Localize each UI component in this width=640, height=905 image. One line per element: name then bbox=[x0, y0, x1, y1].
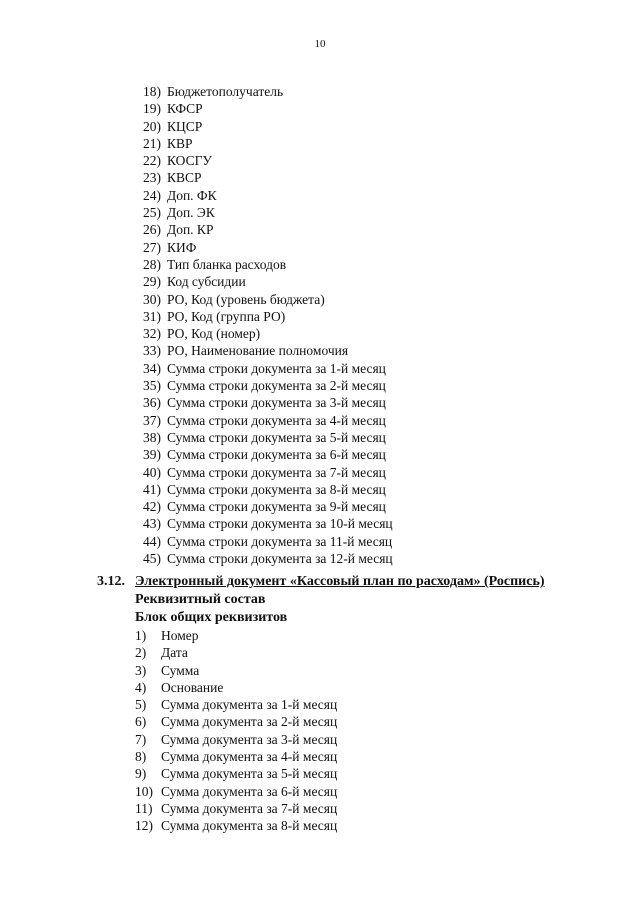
list-item-text: Сумма строки документа за 11-й месяц bbox=[167, 533, 393, 549]
list-item-number: 38) bbox=[143, 429, 161, 445]
list-item-number: 34) bbox=[143, 360, 161, 376]
list-item-number: 25) bbox=[143, 205, 161, 221]
list-item-number: 41) bbox=[143, 481, 161, 497]
list-item bbox=[131, 118, 393, 135]
list-item-text: Сумма строки документа за 5-й месяц bbox=[167, 429, 386, 445]
common-requisites-list bbox=[135, 627, 545, 835]
list-item-number: 3) bbox=[135, 662, 147, 678]
list-item bbox=[131, 204, 393, 221]
list-item-text: Сумма строки документа за 3-й месяц bbox=[167, 395, 386, 411]
requisites-list-continued bbox=[131, 83, 393, 567]
list-item-number: 27) bbox=[143, 239, 161, 255]
section-subtitle-composition: Реквизитный состав bbox=[135, 592, 266, 607]
list-item bbox=[131, 221, 393, 238]
list-item bbox=[135, 800, 545, 817]
list-item bbox=[131, 342, 393, 359]
list-item-text: Сумма строки документа за 1-й месяц bbox=[167, 360, 386, 376]
list-item-number: 24) bbox=[143, 187, 161, 203]
list-item bbox=[131, 412, 393, 429]
list-item-text: Сумма документа за 5-й месяц bbox=[161, 766, 338, 782]
list-item bbox=[131, 533, 393, 550]
list-item bbox=[135, 731, 545, 748]
list-item-number: 7) bbox=[135, 731, 147, 747]
list-item bbox=[135, 662, 545, 679]
list-item-number: 23) bbox=[143, 170, 161, 186]
list-item-text: Сумма строки документа за 2-й месяц bbox=[167, 378, 386, 394]
list-item-number: 20) bbox=[143, 118, 161, 134]
list-item-number: 26) bbox=[143, 222, 161, 238]
list-item-number: 18) bbox=[143, 84, 161, 99]
list-item-text: КЦСР bbox=[167, 118, 203, 134]
list-item bbox=[131, 256, 393, 273]
list-item bbox=[131, 550, 393, 567]
list-item bbox=[131, 169, 393, 186]
page-number: 10 bbox=[314, 38, 326, 50]
list-item-text: РО, Наименование полномочия bbox=[167, 343, 349, 359]
list-item bbox=[131, 291, 393, 308]
list-item-number: 29) bbox=[143, 274, 161, 290]
list-item-number: 33) bbox=[143, 343, 161, 359]
list-item-number: 11) bbox=[135, 800, 153, 816]
list-item-text: КФСР bbox=[167, 101, 203, 117]
list-item-number: 19) bbox=[143, 101, 161, 117]
section-title: Электронный документ «Кассовый план по расходам» (Роспись) bbox=[135, 574, 545, 589]
list-item bbox=[131, 83, 393, 100]
list-item-number: 32) bbox=[143, 326, 161, 342]
list-item-text: КВР bbox=[167, 135, 193, 151]
list-item bbox=[135, 817, 545, 834]
list-item bbox=[131, 308, 393, 325]
list-item-text: Основание bbox=[161, 679, 224, 695]
list-item-text: Сумма строки документа за 10-й месяц bbox=[167, 516, 393, 532]
list-item bbox=[131, 498, 393, 515]
list-item-number: 8) bbox=[135, 749, 147, 765]
list-item bbox=[131, 481, 393, 498]
list-item-text: Сумма документа за 1-й месяц bbox=[161, 697, 338, 713]
list-item bbox=[135, 713, 545, 730]
list-item-number: 12) bbox=[135, 818, 153, 834]
list-item-text: Дата bbox=[161, 645, 188, 661]
list-item-number: 10) bbox=[135, 783, 153, 799]
list-item-number: 37) bbox=[143, 412, 161, 428]
list-item-text: Сумма строки документа за 9-й месяц bbox=[167, 499, 386, 515]
list-item-text: Сумма строки документа за 6-й месяц bbox=[167, 447, 386, 463]
list-item-text: Доп. ЭК bbox=[167, 205, 215, 221]
list-item-text: Доп. КР bbox=[167, 222, 214, 238]
list-item bbox=[135, 748, 545, 765]
list-item bbox=[131, 100, 393, 117]
list-item-text: Бюджетополучатель bbox=[167, 84, 284, 99]
list-item-text: Код субсидии bbox=[167, 274, 246, 290]
list-item-text: Сумма строки документа за 7-й месяц bbox=[167, 464, 386, 480]
list-item-text: Сумма документа за 6-й месяц bbox=[161, 783, 338, 799]
list-item-number: 30) bbox=[143, 291, 161, 307]
list-item bbox=[135, 765, 545, 782]
list-item bbox=[131, 325, 393, 342]
list-item-text: Сумма строки документа за 12-й месяц bbox=[167, 551, 393, 567]
list-item-number: 21) bbox=[143, 135, 161, 151]
list-item bbox=[131, 377, 393, 394]
list-item-text: РО, Код (группа РО) bbox=[167, 308, 286, 324]
list-item-number: 44) bbox=[143, 533, 161, 549]
list-item bbox=[135, 696, 545, 713]
list-item bbox=[135, 627, 545, 644]
list-item-number: 5) bbox=[135, 697, 147, 713]
list-item bbox=[131, 446, 393, 463]
list-item bbox=[131, 464, 393, 481]
list-item bbox=[131, 135, 393, 152]
list-item bbox=[135, 644, 545, 661]
list-item-number: 1) bbox=[135, 628, 147, 643]
list-item-number: 39) bbox=[143, 447, 161, 463]
list-item-text: КОСГУ bbox=[167, 153, 212, 169]
list-item-text: Сумма документа за 3-й месяц bbox=[161, 731, 338, 747]
list-item bbox=[131, 239, 393, 256]
list-item-number: 22) bbox=[143, 153, 161, 169]
list-item-number: 35) bbox=[143, 378, 161, 394]
list-item-text: Сумма документа за 4-й месяц bbox=[161, 749, 338, 765]
list-item-text: Доп. ФК bbox=[167, 187, 217, 203]
list-item-number: 45) bbox=[143, 551, 161, 567]
list-item-number: 42) bbox=[143, 499, 161, 515]
list-item-text: Сумма строки документа за 4-й месяц bbox=[167, 412, 386, 428]
list-item-text: Сумма bbox=[161, 662, 200, 678]
list-item-number: 40) bbox=[143, 464, 161, 480]
list-item-number: 31) bbox=[143, 308, 161, 324]
list-item-number: 4) bbox=[135, 679, 147, 695]
list-item-text: КИФ bbox=[167, 239, 197, 255]
list-item-text: Сумма документа за 7-й месяц bbox=[161, 800, 338, 816]
list-item bbox=[131, 515, 393, 532]
section-3-12 bbox=[97, 573, 545, 835]
list-item-text: РО, Код (номер) bbox=[167, 326, 261, 342]
list-item-text: Номер bbox=[161, 628, 199, 643]
list-item-text: Тип бланка расходов bbox=[167, 256, 287, 272]
section-heading bbox=[97, 573, 545, 591]
section-number: 3.12. bbox=[97, 574, 125, 589]
list-item-text: КВСР bbox=[167, 170, 202, 186]
list-item bbox=[135, 679, 545, 696]
list-item-number: 43) bbox=[143, 516, 161, 532]
list-item-number: 9) bbox=[135, 766, 147, 782]
section-subtitle-common-block: Блок общих реквизитов bbox=[135, 610, 288, 625]
list-item-number: 36) bbox=[143, 395, 161, 411]
list-item-number: 28) bbox=[143, 256, 161, 272]
list-item-number: 6) bbox=[135, 714, 147, 730]
list-item-text: Сумма документа за 8-й месяц bbox=[161, 818, 338, 834]
list-item bbox=[131, 152, 393, 169]
list-item bbox=[131, 429, 393, 446]
list-item-number: 2) bbox=[135, 645, 147, 661]
list-item bbox=[135, 783, 545, 800]
list-item bbox=[131, 394, 393, 411]
list-item bbox=[131, 360, 393, 377]
list-item-text: РО, Код (уровень бюджета) bbox=[167, 291, 325, 307]
list-item-text: Сумма документа за 2-й месяц bbox=[161, 714, 338, 730]
list-item bbox=[131, 273, 393, 290]
list-item-text: Сумма строки документа за 8-й месяц bbox=[167, 481, 386, 497]
list-item bbox=[131, 187, 393, 204]
